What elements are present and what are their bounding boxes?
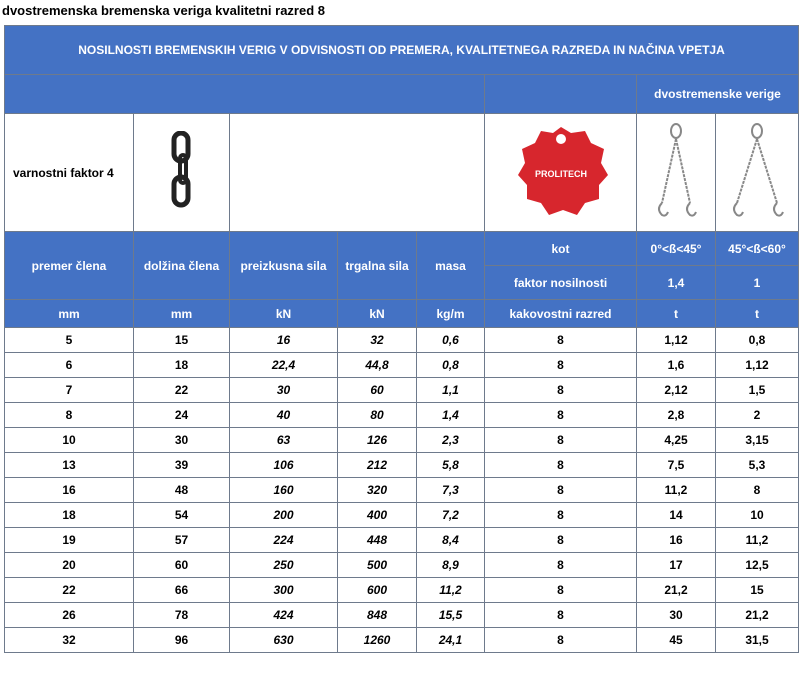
table-row	[5, 378, 799, 403]
cell-test-force: 300	[230, 578, 338, 603]
col-length: dolžina člena	[134, 232, 230, 300]
cell-load-1: 16	[637, 528, 716, 553]
sling-image-1	[637, 114, 716, 232]
header-blank	[5, 75, 485, 114]
cell-diameter: 13	[5, 453, 134, 478]
unit-load-1: t	[637, 300, 716, 328]
cell-test-force: 200	[230, 503, 338, 528]
cell-diameter: 20	[5, 553, 134, 578]
cell-test-force: 224	[230, 528, 338, 553]
table-row	[5, 328, 799, 353]
cell-diameter: 7	[5, 378, 134, 403]
cell-test-force: 160	[230, 478, 338, 503]
grade-tag-image	[485, 114, 637, 232]
cell-diameter: 8	[5, 403, 134, 428]
unit-grade: kakovostni razred	[485, 300, 637, 328]
safety-factor-label: varnostni faktor 4	[5, 114, 134, 232]
cell-load-2: 1,12	[716, 353, 799, 378]
cell-length: 78	[134, 603, 230, 628]
cell-mass: 11,2	[417, 578, 485, 603]
two-leg-sling-icon	[727, 121, 787, 221]
cell-grade: 8	[485, 353, 637, 378]
cell-grade: 8	[485, 378, 637, 403]
cell-load-1: 14	[637, 503, 716, 528]
table-row	[5, 628, 799, 653]
cell-test-force: 40	[230, 403, 338, 428]
cell-breaking-force: 126	[338, 428, 417, 453]
col-test-force: preizkusna sila	[230, 232, 338, 300]
blank-image-area	[230, 114, 485, 232]
cell-grade: 8	[485, 403, 637, 428]
cell-load-2: 15	[716, 578, 799, 603]
unit-breaking-force: kN	[338, 300, 417, 328]
cell-test-force: 63	[230, 428, 338, 453]
cell-test-force: 250	[230, 553, 338, 578]
cell-diameter: 10	[5, 428, 134, 453]
cell-grade: 8	[485, 528, 637, 553]
cell-mass: 5,8	[417, 453, 485, 478]
table-row	[5, 403, 799, 428]
page-title: dvostremenska bremenska veriga kvalitetni razred 8	[2, 3, 325, 18]
cell-length: 30	[134, 428, 230, 453]
cell-diameter: 26	[5, 603, 134, 628]
header-title: NOSILNOSTI BREMENSKIH VERIG V ODVISNOSTI OD PREMERA, KVALITETNEGA RAZREDA IN NAČINA VPETJA	[5, 26, 799, 75]
table-row	[5, 503, 799, 528]
cell-breaking-force: 320	[338, 478, 417, 503]
cell-load-1: 2,12	[637, 378, 716, 403]
cell-diameter: 5	[5, 328, 134, 353]
table-row	[5, 528, 799, 553]
cell-load-2: 12,5	[716, 553, 799, 578]
cell-mass: 7,3	[417, 478, 485, 503]
cell-breaking-force: 44,8	[338, 353, 417, 378]
cell-diameter: 16	[5, 478, 134, 503]
cell-grade: 8	[485, 328, 637, 353]
unit-load-2: t	[716, 300, 799, 328]
prolitech-tag-icon	[511, 121, 611, 221]
cell-mass: 2,3	[417, 428, 485, 453]
table-row	[5, 578, 799, 603]
cell-load-1: 30	[637, 603, 716, 628]
cell-mass: 15,5	[417, 603, 485, 628]
cell-diameter: 19	[5, 528, 134, 553]
cell-mass: 8,4	[417, 528, 485, 553]
header-blank-2	[485, 75, 637, 114]
cell-grade: 8	[485, 603, 637, 628]
unit-test-force: kN	[230, 300, 338, 328]
cell-load-1: 7,5	[637, 453, 716, 478]
cell-mass: 1,1	[417, 378, 485, 403]
cell-grade: 8	[485, 428, 637, 453]
load-capacity-table	[4, 25, 799, 653]
cell-grade: 8	[485, 628, 637, 653]
table-row	[5, 553, 799, 578]
two-leg-sling-icon	[646, 121, 706, 221]
cell-mass: 1,4	[417, 403, 485, 428]
col-factor-1: 1,4	[637, 266, 716, 300]
cell-grade: 8	[485, 578, 637, 603]
table-row	[5, 603, 799, 628]
cell-test-force: 424	[230, 603, 338, 628]
cell-load-2: 1,5	[716, 378, 799, 403]
cell-breaking-force: 400	[338, 503, 417, 528]
table-row	[5, 353, 799, 378]
cell-grade: 8	[485, 478, 637, 503]
cell-mass: 0,8	[417, 353, 485, 378]
sling-type-header: dvostremenske verige	[637, 75, 799, 114]
cell-load-1: 1,6	[637, 353, 716, 378]
cell-load-2: 8	[716, 478, 799, 503]
cell-test-force: 106	[230, 453, 338, 478]
cell-breaking-force: 448	[338, 528, 417, 553]
cell-load-2: 21,2	[716, 603, 799, 628]
cell-length: 96	[134, 628, 230, 653]
cell-diameter: 32	[5, 628, 134, 653]
cell-load-1: 45	[637, 628, 716, 653]
cell-load-1: 4,25	[637, 428, 716, 453]
chain-links-icon	[162, 131, 202, 211]
cell-length: 66	[134, 578, 230, 603]
cell-length: 57	[134, 528, 230, 553]
cell-test-force: 22,4	[230, 353, 338, 378]
cell-length: 15	[134, 328, 230, 353]
cell-mass: 24,1	[417, 628, 485, 653]
cell-load-2: 11,2	[716, 528, 799, 553]
col-angle: kot	[485, 232, 637, 266]
col-mass: masa	[417, 232, 485, 300]
col-angle-1: 0°<ß<45°	[637, 232, 716, 266]
cell-length: 18	[134, 353, 230, 378]
cell-grade: 8	[485, 453, 637, 478]
col-angle-2: 45°<ß<60°	[716, 232, 799, 266]
cell-load-1: 1,12	[637, 328, 716, 353]
cell-load-2: 31,5	[716, 628, 799, 653]
cell-breaking-force: 60	[338, 378, 417, 403]
cell-mass: 0,6	[417, 328, 485, 353]
cell-breaking-force: 1260	[338, 628, 417, 653]
col-load-factor: faktor nosilnosti	[485, 266, 637, 300]
cell-load-1: 11,2	[637, 478, 716, 503]
cell-length: 48	[134, 478, 230, 503]
cell-test-force: 630	[230, 628, 338, 653]
table-row	[5, 478, 799, 503]
unit-diameter: mm	[5, 300, 134, 328]
chain-image	[134, 114, 230, 232]
cell-load-1: 17	[637, 553, 716, 578]
col-factor-2: 1	[716, 266, 799, 300]
col-diameter: premer člena	[5, 232, 134, 300]
cell-length: 22	[134, 378, 230, 403]
cell-length: 39	[134, 453, 230, 478]
cell-test-force: 30	[230, 378, 338, 403]
tag-text: PROLITECH	[534, 169, 587, 179]
cell-load-1: 2,8	[637, 403, 716, 428]
cell-diameter: 22	[5, 578, 134, 603]
cell-breaking-force: 80	[338, 403, 417, 428]
cell-breaking-force: 500	[338, 553, 417, 578]
cell-breaking-force: 32	[338, 328, 417, 353]
cell-diameter: 6	[5, 353, 134, 378]
cell-mass: 7,2	[417, 503, 485, 528]
cell-mass: 8,9	[417, 553, 485, 578]
cell-grade: 8	[485, 503, 637, 528]
cell-load-2: 2	[716, 403, 799, 428]
cell-diameter: 18	[5, 503, 134, 528]
table-row	[5, 453, 799, 478]
cell-breaking-force: 212	[338, 453, 417, 478]
cell-breaking-force: 848	[338, 603, 417, 628]
unit-mass: kg/m	[417, 300, 485, 328]
cell-load-2: 3,15	[716, 428, 799, 453]
cell-length: 54	[134, 503, 230, 528]
col-breaking-force: trgalna sila	[338, 232, 417, 300]
cell-length: 60	[134, 553, 230, 578]
cell-load-2: 0,8	[716, 328, 799, 353]
cell-load-2: 10	[716, 503, 799, 528]
sling-image-2	[716, 114, 799, 232]
cell-load-2: 5,3	[716, 453, 799, 478]
cell-load-1: 21,2	[637, 578, 716, 603]
cell-length: 24	[134, 403, 230, 428]
cell-grade: 8	[485, 553, 637, 578]
cell-breaking-force: 600	[338, 578, 417, 603]
unit-length: mm	[134, 300, 230, 328]
table-row	[5, 428, 799, 453]
cell-test-force: 16	[230, 328, 338, 353]
